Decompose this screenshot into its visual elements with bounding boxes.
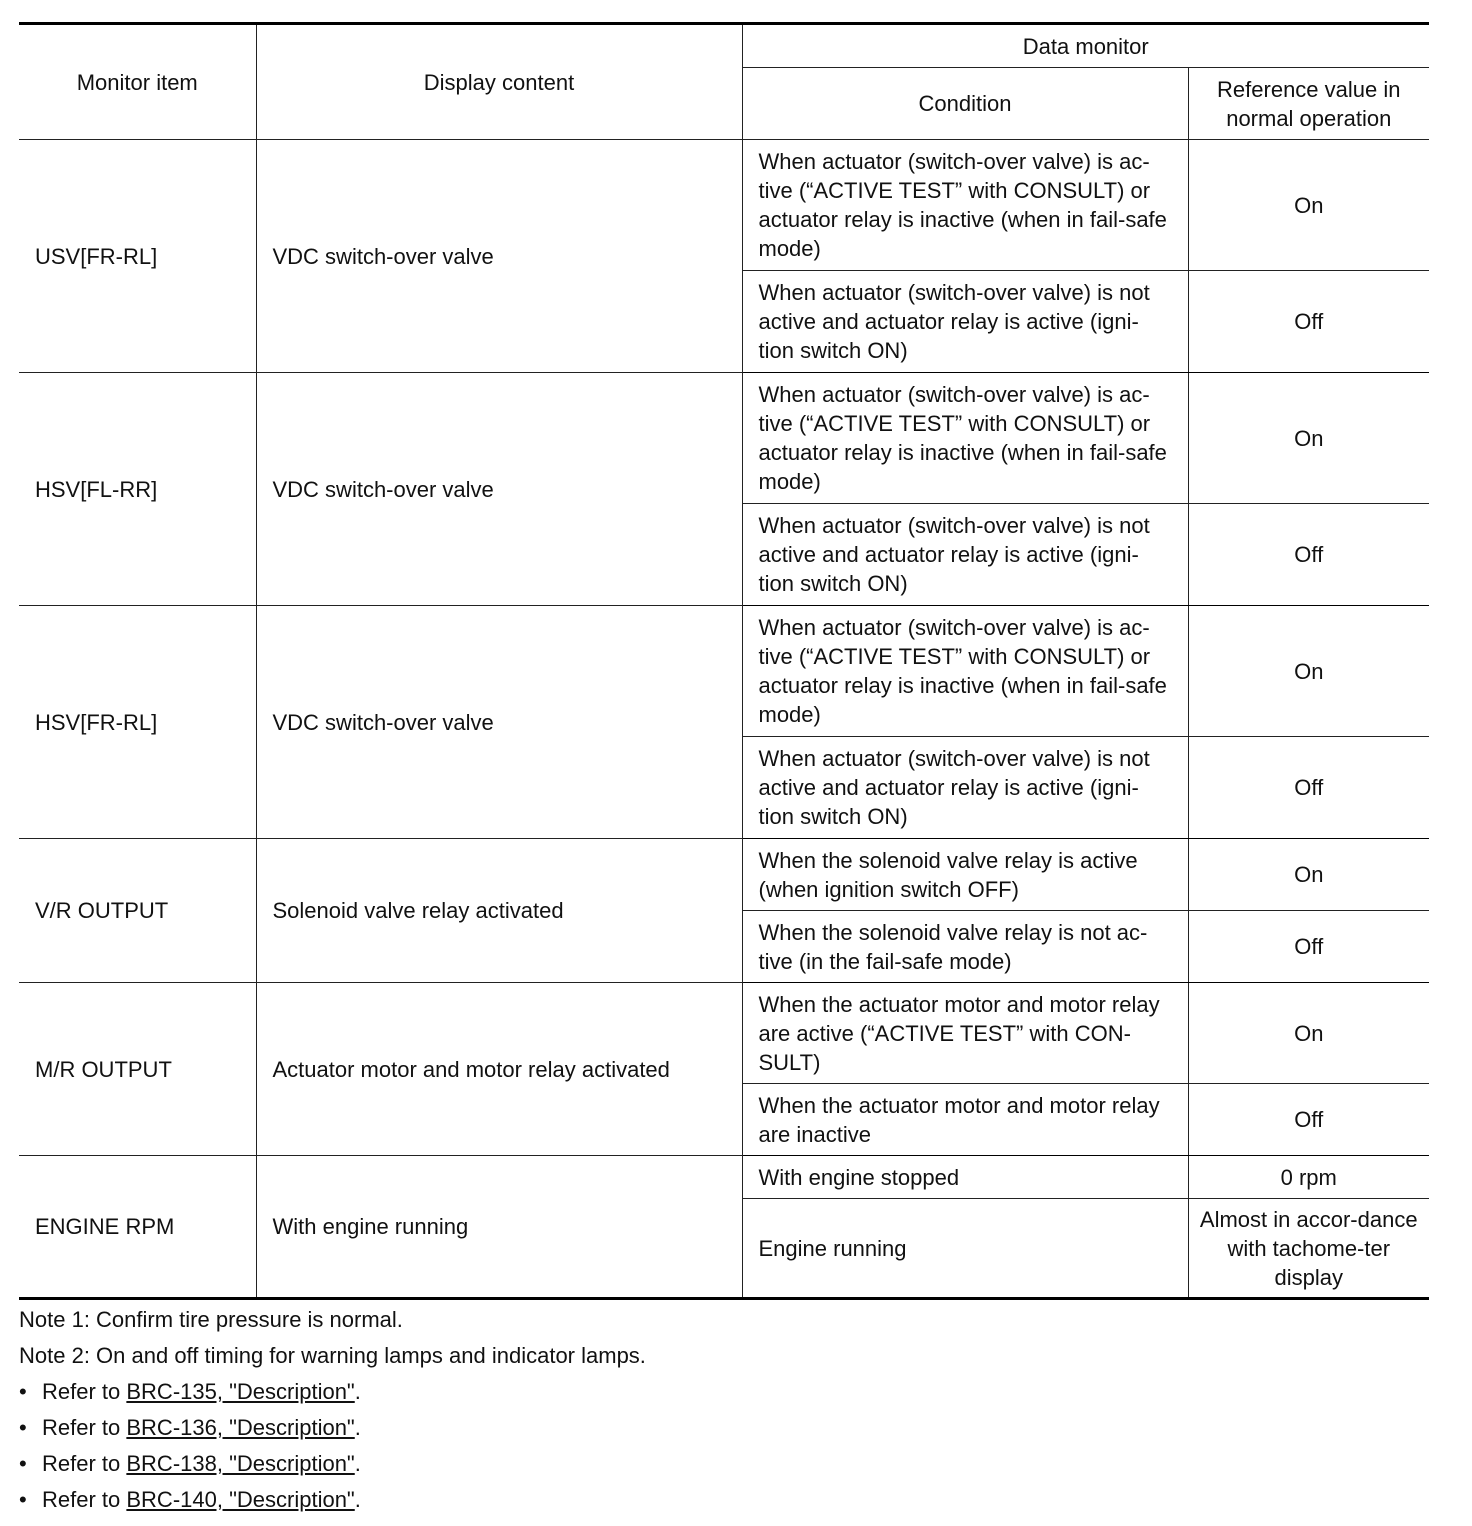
reference-value-cell: Off: [1188, 911, 1429, 983]
condition-cell: When the solenoid valve relay is active (when ignition switch OFF): [742, 839, 1188, 911]
display-content-cell: With engine running: [256, 1156, 742, 1299]
refer-prefix: Refer to: [42, 1487, 127, 1512]
reference-value-cell: On: [1188, 839, 1429, 911]
condition-cell: When the actuator motor and motor relay are active (“ACTIVE TEST” with CON-SULT): [742, 983, 1188, 1084]
reference-item: [19, 1482, 646, 1518]
display-content-cell: VDC switch-over valve: [256, 373, 742, 606]
reference-item: [19, 1410, 646, 1446]
header-data-monitor: Data monitor: [742, 24, 1429, 68]
reference-value-cell: On: [1188, 140, 1429, 271]
reference-value-cell: Off: [1188, 1084, 1429, 1156]
refer-prefix: Refer to: [42, 1451, 127, 1476]
refer-prefix: Refer to: [42, 1379, 127, 1404]
reference-link[interactable]: BRC-136, "Description": [126, 1415, 355, 1440]
display-content-cell: VDC switch-over valve: [256, 140, 742, 373]
reference-value-cell: On: [1188, 983, 1429, 1084]
refer-prefix: Refer to: [42, 1415, 127, 1440]
monitor-item-cell: HSV[FL-RR]: [19, 373, 256, 606]
reference-value-cell: On: [1188, 373, 1429, 504]
condition-cell: When actuator (switch-over valve) is not active and actuator relay is active (igni-tion switch ON): [742, 504, 1188, 606]
bullet-icon: •: [19, 1379, 27, 1404]
reference-link[interactable]: BRC-135, "Description": [126, 1379, 355, 1404]
reference-value-cell: 0 rpm: [1188, 1156, 1429, 1199]
header-reference-value: Reference value in normal operation: [1188, 68, 1429, 140]
reference-item: [19, 1446, 646, 1482]
condition-cell: When actuator (switch-over valve) is ac-tive (“ACTIVE TEST” with CONSULT) or actuator relay is inactive (when in fail-safe mode): [742, 373, 1188, 504]
period: .: [354, 1451, 361, 1476]
condition-cell: When the actuator motor and motor relay are inactive: [742, 1084, 1188, 1156]
reference-link[interactable]: BRC-138, "Description": [126, 1451, 355, 1476]
period: .: [354, 1487, 361, 1512]
display-content-cell: VDC switch-over valve: [256, 606, 742, 839]
period: .: [354, 1379, 361, 1404]
monitor-item-cell: V/R OUTPUT: [19, 839, 256, 983]
note-2: Note 2: On and off timing for warning lamps and indicator lamps.: [19, 1343, 646, 1368]
bullet-icon: •: [19, 1451, 27, 1476]
condition-cell: When actuator (switch-over valve) is ac-tive (“ACTIVE TEST” with CONSULT) or actuator relay is inactive (when in fail-safe mode): [742, 606, 1188, 737]
table-body: [19, 140, 1429, 1299]
note-1: Note 1: Confirm tire pressure is normal.: [19, 1307, 403, 1332]
data-monitor-table: [19, 22, 1429, 1300]
monitor-item-cell: USV[FR-RL]: [19, 140, 256, 373]
reference-value-cell: Almost in accor-dance with tachome-ter display: [1188, 1199, 1429, 1299]
monitor-item-cell: M/R OUTPUT: [19, 983, 256, 1156]
notes-section: [19, 1302, 646, 1518]
header-condition: Condition: [742, 68, 1188, 140]
reference-value-cell: Off: [1188, 504, 1429, 606]
header-monitor-item: Monitor item: [19, 24, 256, 140]
bullet-icon: •: [19, 1415, 27, 1440]
display-content-cell: Solenoid valve relay activated: [256, 839, 742, 983]
reference-link[interactable]: BRC-140, "Description": [126, 1487, 355, 1512]
reference-value-cell: On: [1188, 606, 1429, 737]
reference-value-cell: Off: [1188, 737, 1429, 839]
condition-cell: When actuator (switch-over valve) is ac-tive (“ACTIVE TEST” with CONSULT) or actuator relay is inactive (when in fail-safe mode): [742, 140, 1188, 271]
condition-cell: When actuator (switch-over valve) is not active and actuator relay is active (igni-tion switch ON): [742, 271, 1188, 373]
display-content-cell: Actuator motor and motor relay activated: [256, 983, 742, 1156]
header-display-content: Display content: [256, 24, 742, 140]
period: .: [354, 1415, 361, 1440]
reference-value-cell: Off: [1188, 271, 1429, 373]
condition-cell: When the solenoid valve relay is not ac-tive (in the fail-safe mode): [742, 911, 1188, 983]
monitor-item-cell: HSV[FR-RL]: [19, 606, 256, 839]
condition-cell: Engine running: [742, 1199, 1188, 1299]
condition-cell: With engine stopped: [742, 1156, 1188, 1199]
reference-item: [19, 1374, 646, 1410]
monitor-item-cell: ENGINE RPM: [19, 1156, 256, 1299]
condition-cell: When actuator (switch-over valve) is not active and actuator relay is active (igni-tion switch ON): [742, 737, 1188, 839]
bullet-icon: •: [19, 1487, 27, 1512]
